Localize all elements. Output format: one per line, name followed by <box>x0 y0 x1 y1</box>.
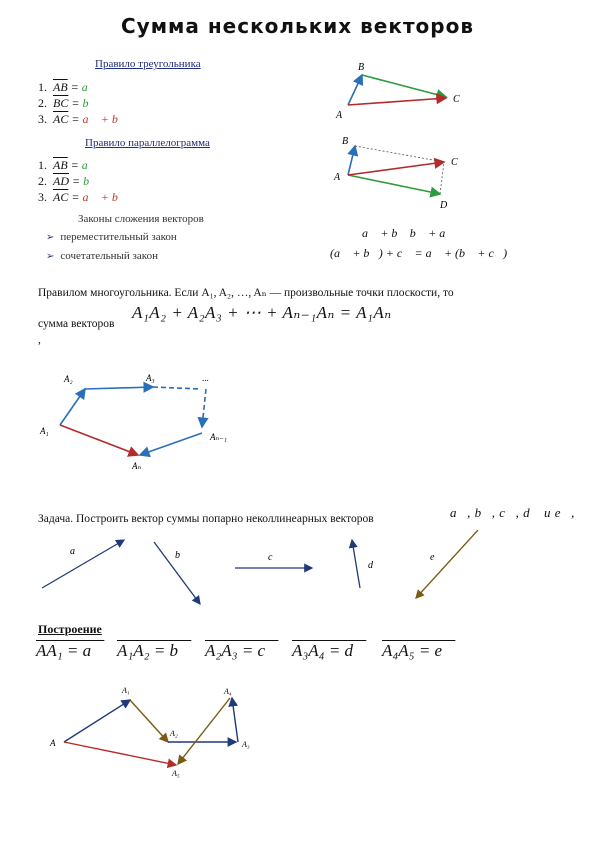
vector-lhs: $\overline{AC}$ <box>53 112 69 126</box>
task-vectors: a⃗, b⃗, c⃗, d⃗ и e⃗, <box>450 505 575 520</box>
vector-lhs: $\overline{AB}$ <box>53 80 68 94</box>
vector-ab <box>348 146 355 175</box>
vector-lhs: $\overline{AB}$ <box>53 158 68 172</box>
line-number: 1. <box>38 80 47 94</box>
vector-ac <box>348 162 444 175</box>
parallelogram-rule-line-3 <box>38 190 127 205</box>
vector-label-a: a⃗ <box>70 546 83 557</box>
point-label-a2: A₂ <box>170 729 178 738</box>
polygon-rule-text-line-2: сумма векторов <box>38 318 115 330</box>
vector-lhs: $\overline{BC}$ <box>53 96 69 110</box>
point-label-a5: A₅ <box>172 769 180 778</box>
point-label-a4: A₄ <box>224 687 232 696</box>
construction-eq-4: A₃A₄ = d⃗ <box>292 641 367 660</box>
law-label: сочетательный закон <box>60 250 158 262</box>
polygon-rule-formula: A₁A₂ + A₂A₃ + ⋯ + Aₙ₋₁Aₙ = A₁Aₙ <box>132 303 392 322</box>
polygon-rule-text-line-1: Правилом многоугольника. Если A₁, A₂, …, Aₙ — произвольные точки плоскости, то <box>38 287 454 299</box>
vector-label-b: b⃗ <box>175 550 188 561</box>
construction-eq-2: A₁A₂ = b⃗ <box>117 641 192 660</box>
vector-e <box>416 530 478 598</box>
equals-sign: = <box>68 96 83 110</box>
point-label-b: B <box>342 136 349 147</box>
law-item-associative <box>46 250 158 262</box>
point-label-a3: A₃ <box>242 740 250 749</box>
dotted-side-dc <box>440 162 444 194</box>
vector-a1a2 <box>60 389 85 425</box>
vector-ad <box>348 175 440 194</box>
parallelogram-rule-line-1 <box>38 158 97 173</box>
triangle-rule-heading: Правило треугольника <box>95 58 201 70</box>
construction-eq-5: A₄A₅ = e⃗ <box>382 641 456 660</box>
parallelogram-rule-line-2 <box>38 174 98 189</box>
vector-rhs: a⃗ <box>81 158 98 172</box>
laws-heading: Законы сложения векторов <box>78 213 204 225</box>
dashed-vector-an1 <box>202 389 206 427</box>
parallelogram-figure <box>330 130 480 210</box>
vector-lhs: $\overline{AD}$ <box>53 174 69 188</box>
point-label-c: C <box>453 94 460 105</box>
law-item-commutative <box>46 231 177 243</box>
vector-label-e: e⃗ <box>430 552 443 563</box>
polygon-figure <box>30 365 260 480</box>
vector-an1an <box>140 433 202 455</box>
point-label-an1: Aₙ₋₁ <box>210 432 228 442</box>
vector-a <box>42 540 124 588</box>
construction-eq-3: A₂A₃ = c⃗ <box>205 641 279 660</box>
vector-a2a3 <box>85 387 153 389</box>
vector-rhs: b⃗ <box>83 174 99 188</box>
line-number: 3. <box>38 112 47 126</box>
equals-sign: = <box>69 174 84 188</box>
point-label-a: A <box>334 172 341 183</box>
polygon-rule-comma: , <box>38 334 41 346</box>
vector-label-c: c⃗ <box>268 552 281 563</box>
point-label-a1: A₁ <box>40 426 49 436</box>
vector-a1a2 <box>130 700 168 742</box>
bullet-arrow-icon: ➢ <box>46 251 55 262</box>
page-title: Сумма нескольких векторов <box>120 14 474 38</box>
equals-sign: = <box>68 112 83 126</box>
parallelogram-rule-heading: Правило параллелограмма <box>85 137 210 149</box>
line-number: 2. <box>38 174 47 188</box>
point-label-a2: A₂ <box>64 374 73 384</box>
point-label-c: C <box>451 157 458 168</box>
point-label-d: D <box>440 200 448 210</box>
vector-aa5 <box>64 742 176 765</box>
point-label-a3: A₃ <box>146 373 155 383</box>
construction-eq-1: AA₁ = a⃗ <box>36 641 105 660</box>
equals-sign: = <box>67 80 82 94</box>
associative-formula: (a⃗ + b⃗) + c⃗ = a⃗ + (b⃗ + c⃗) <box>330 246 508 260</box>
law-label: переместительный закон <box>60 231 177 243</box>
vector-rhs: a⃗ <box>81 80 98 94</box>
vector-rhs: b⃗ <box>82 96 98 110</box>
line-number: 2. <box>38 96 47 110</box>
equals-sign: = <box>67 158 82 172</box>
vector-a1an <box>60 425 138 455</box>
commutative-formula: a⃗ + b⃗ b⃗ + a⃗ <box>362 226 455 240</box>
vector-a4a5 <box>178 698 230 764</box>
point-label-b: B <box>358 62 365 73</box>
equals-sign: = <box>68 190 83 204</box>
point-label-an: Aₙ <box>132 461 142 471</box>
triangle-figure <box>330 55 480 125</box>
triangle-rule-line-2 <box>38 96 98 111</box>
vector-a3a4 <box>232 698 238 742</box>
point-label-a1: A₁ <box>122 686 130 695</box>
vector-aa1 <box>64 700 130 742</box>
vector-ac <box>348 98 446 105</box>
vector-lhs: $\overline{AC}$ <box>53 190 69 204</box>
construction-figure <box>40 680 280 785</box>
point-label-a: A <box>50 738 56 748</box>
dotted-side-bc <box>355 146 444 162</box>
vector-d <box>352 540 360 588</box>
bullet-arrow-icon: ➢ <box>46 232 55 243</box>
triangle-rule-line-3 <box>38 112 127 127</box>
vector-rhs: a⃗ + b⃗ <box>82 112 128 126</box>
triangle-rule-line-1 <box>38 80 97 95</box>
given-vectors <box>30 530 530 610</box>
vector-bc <box>362 75 446 97</box>
line-number: 1. <box>38 158 47 172</box>
ellipsis-label: ... <box>202 373 209 383</box>
line-number: 3. <box>38 190 47 204</box>
construction-heading: Построение <box>38 622 102 636</box>
task-text: Задача. Построить вектор суммы попарно неколлинеарных векторов <box>38 513 374 525</box>
vector-ab <box>348 75 362 105</box>
vector-label-d: d⃗ <box>368 560 381 571</box>
point-label-a: A <box>336 110 343 121</box>
vector-rhs: a⃗ + b⃗ <box>82 190 128 204</box>
dashed-vector-a3 <box>153 387 200 389</box>
